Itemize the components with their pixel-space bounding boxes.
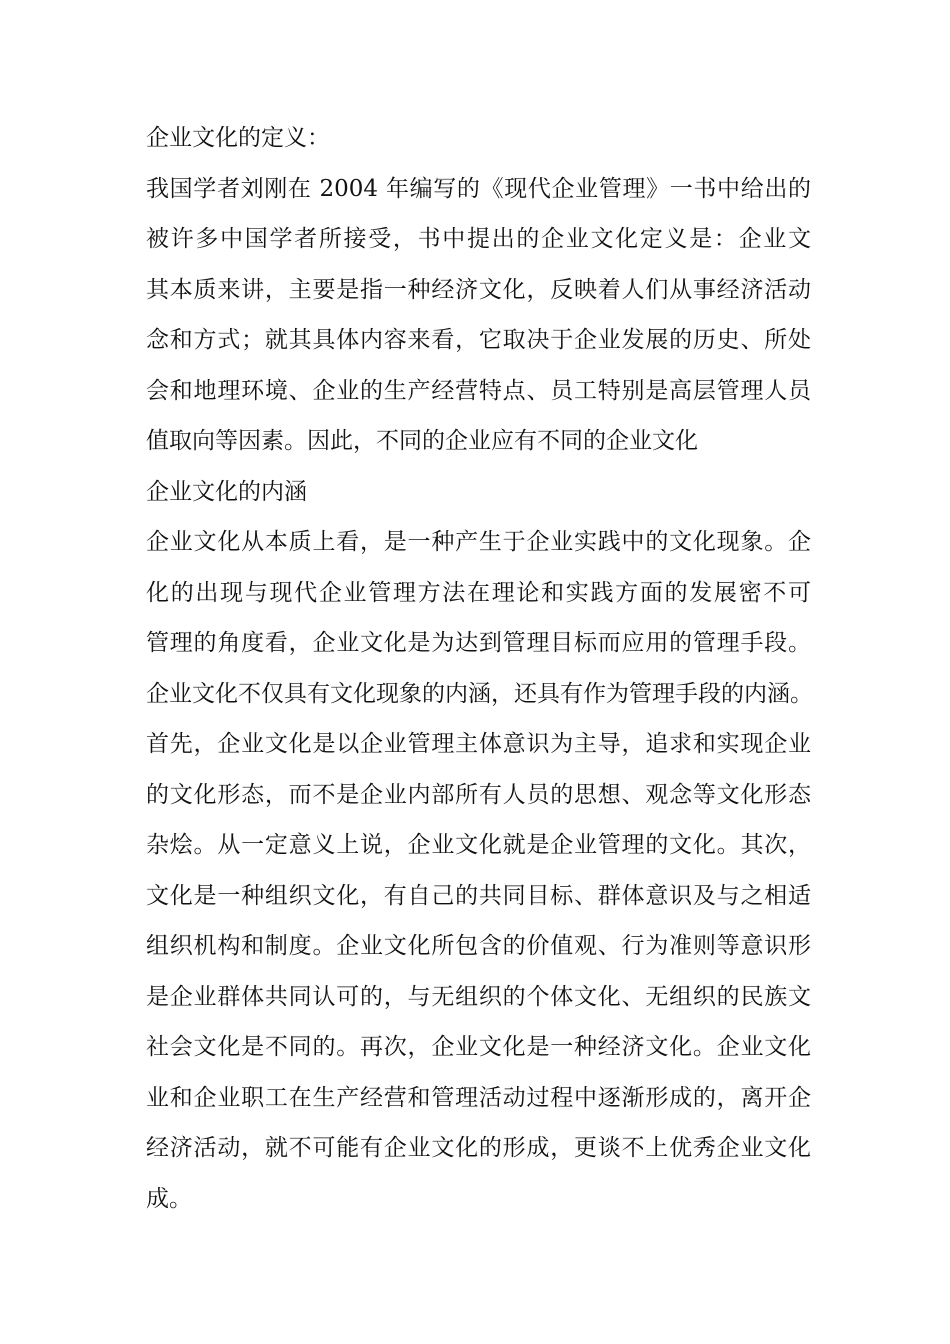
connotation-line: 企业文化不仅具有文化现象的内涵，还具有作为管理手段的内涵。 <box>146 680 813 707</box>
connotation-line: 企业文化从本质上看，是一种产生于企业实践中的文化现象。企 <box>146 529 811 555</box>
connotation-line: 文化是一种组织文化，有自己的共同目标、群体意识及与之相适 <box>146 882 811 909</box>
definition-line: 我国学者刘刚在 2004 年编写的《现代企业管理》一书中给出的 <box>146 175 811 202</box>
definition-line: 值取向等因素。因此，不同的企业应有不同的企业文化 <box>146 428 698 454</box>
connotation-line: 杂烩。从一定意义上说，企业文化就是企业管理的文化。其次， <box>146 832 811 858</box>
connotation-line: 是企业群体共同认可的，与无组织的个体文化、无组织的民族文 <box>146 983 811 1010</box>
definition-line: 念和方式；就其具体内容来看，它取决于企业发展的历史、所处 <box>146 327 811 353</box>
connotation-line: 化的出现与现代企业管理方法在理论和实践方面的发展密不可 <box>146 579 811 606</box>
heading-connotation: 企业文化的内涵 <box>146 478 307 505</box>
connotation-line: 组织机构和制度。企业文化所包含的价值观、行为准则等意识形 <box>146 933 811 959</box>
document-body <box>146 113 811 1224</box>
definition-line: 其本质来讲，主要是指一种经济文化，反映着人们从事经济活动 <box>146 276 811 303</box>
connotation-line: 的文化形态，而不是企业内部所有人员的思想、观念等文化形态 <box>146 781 811 808</box>
connotation-line: 管理的角度看，企业文化是为达到管理目标而应用的管理手段。 <box>146 630 811 656</box>
connotation-line: 社会文化是不同的。再次，企业文化是一种经济文化。企业文化 <box>146 1034 811 1060</box>
definition-line: 会和地理环境、企业的生产经营特点、员工特别是高层管理人员 <box>146 377 811 404</box>
connotation-line: 经济活动，就不可能有企业文化的形成，更谈不上优秀企业文化 <box>146 1135 811 1161</box>
connotation-line: 业和企业职工在生产经营和管理活动过程中逐渐形成的，离开企 <box>146 1084 811 1111</box>
connotation-line: 首先，企业文化是以企业管理主体意识为主导，追求和实现企业 <box>146 731 811 757</box>
definition-line: 被许多中国学者所接受，书中提出的企业文化定义是：企业文 <box>146 226 811 252</box>
connotation-line: 成。 <box>146 1185 192 1212</box>
heading-definition: 企业文化的定义： <box>146 125 330 151</box>
